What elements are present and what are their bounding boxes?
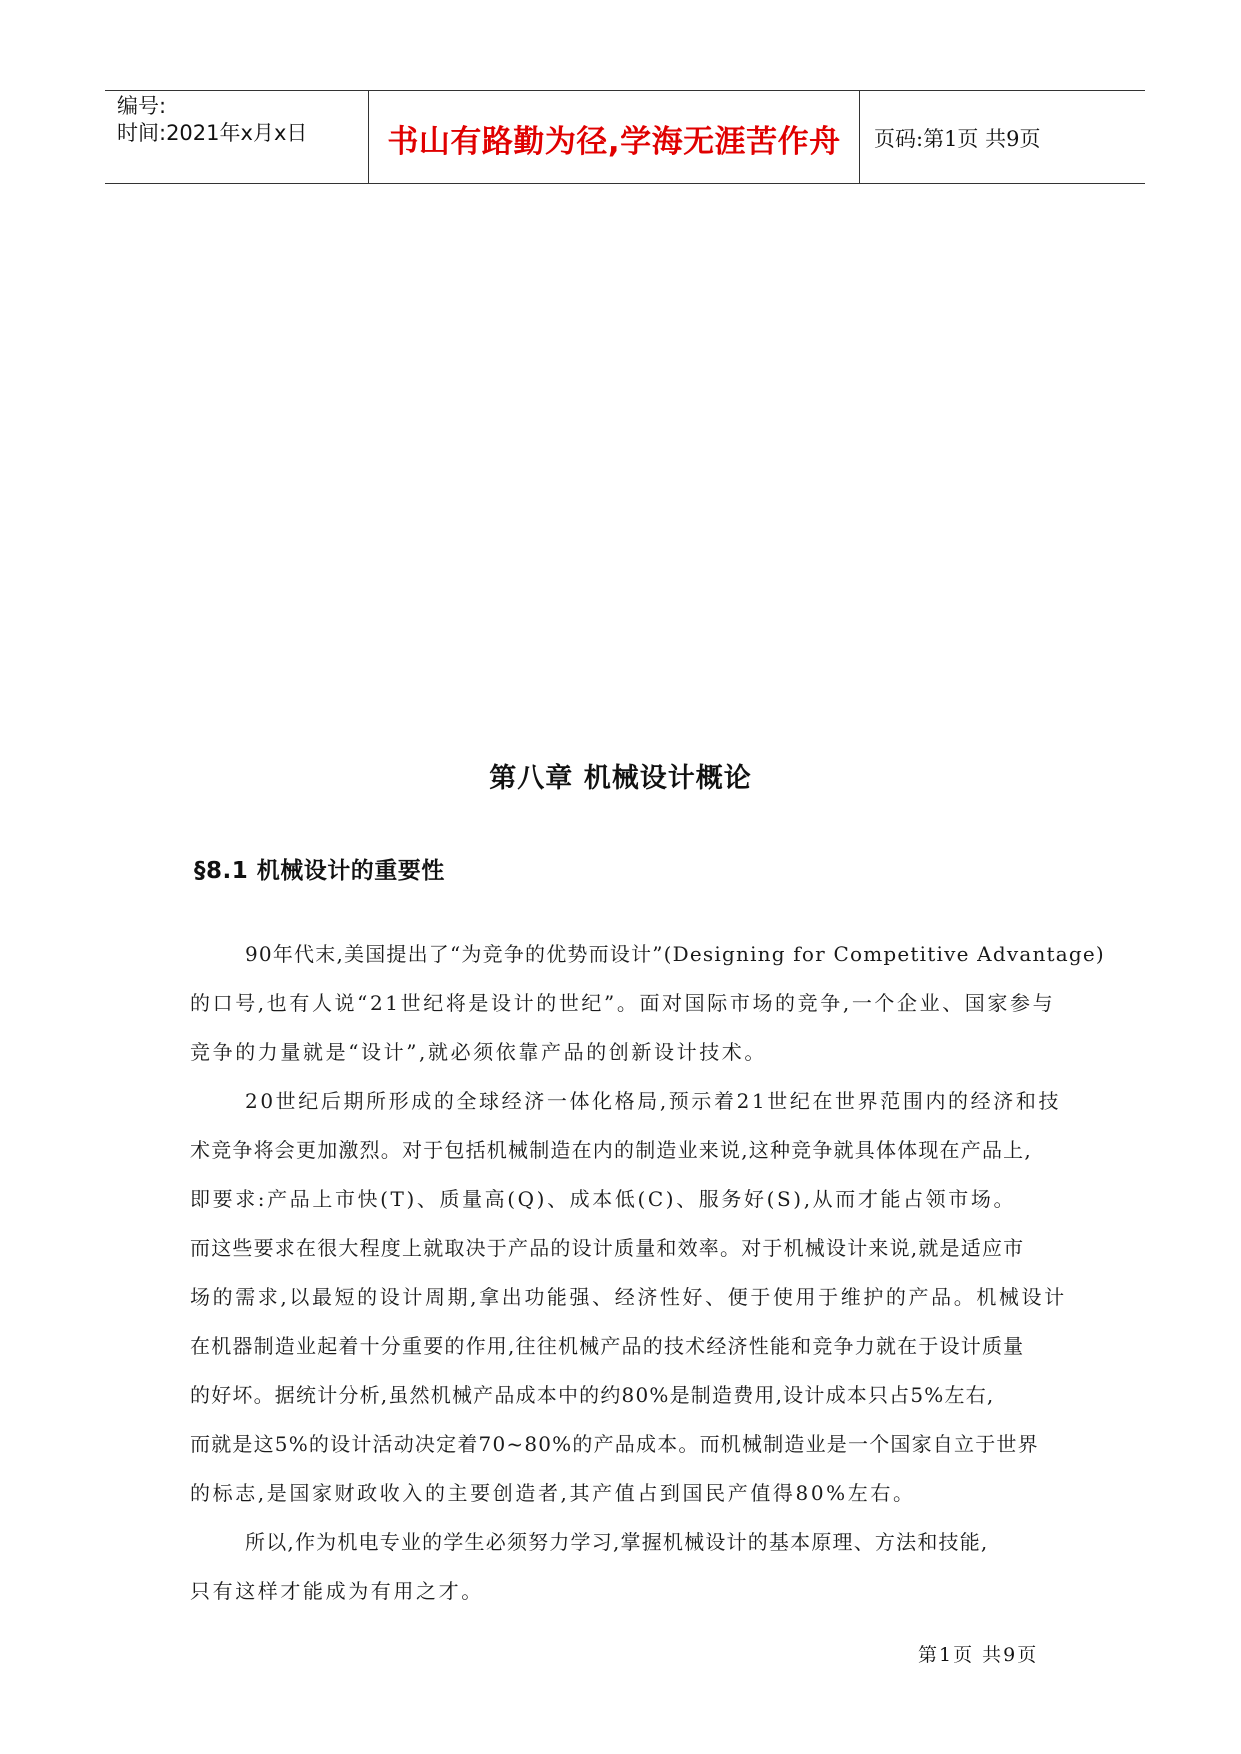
text-line: 在机器制造业起着十分重要的作用,往往机械产品的技术经济性能和竞争力就在于设计质量: [190, 1334, 1025, 1358]
text-line: 场的需求,以最短的设计周期,拿出功能强、经济性好、便于使用于维护的产品。机械设计: [190, 1285, 1067, 1309]
motto: 书山有路勤为径,学海无涯苦作舟: [387, 123, 841, 160]
text-line: 只有这样才能成为有用之才。: [190, 1579, 484, 1603]
text-line: 的标志,是国家财政收入的主要创造者,其产值占到国民产值得80%左右。: [190, 1481, 916, 1505]
header-meta: [105, 91, 369, 183]
text-line: 90年代末,美国提出了“为竞争的优势而设计”(Designing for Competitive Advantage): [245, 942, 1105, 966]
body-text: [190, 930, 1105, 1616]
text-line: 竞争的力量就是“设计”,就必须依靠产品的创新设计技术。: [190, 1040, 768, 1064]
header-motto-cell: [369, 91, 860, 183]
section-title: §8.1 机械设计的重要性: [194, 858, 445, 884]
text-line: 的好坏。据统计分析,虽然机械产品成本中的约80%是制造费用,设计成本只占5%左右,: [190, 1383, 995, 1407]
chapter-title: 第八章 机械设计概论: [489, 763, 752, 794]
page-header: [105, 90, 1145, 184]
text-line: 所以,作为机电专业的学生必须努力学习,掌握机械设计的基本原理、方法和技能,: [245, 1530, 989, 1554]
time-label: 时间:2021年x月x日: [117, 121, 308, 145]
page-footer: 第1页 共9页: [918, 1644, 1039, 1666]
number-label: 编号:: [117, 94, 167, 118]
text-line: 即要求:产品上市快(T)、质量高(Q)、成本低(C)、服务好(S),从而才能占领市场。: [190, 1187, 1017, 1211]
text-line: 20世纪后期所形成的全球经济一体化格局,预示着21世纪在世界范围内的经济和技: [245, 1089, 1062, 1113]
text-line: 而就是这5%的设计活动决定着70~80%的产品成本。而机械制造业是一个国家自立于世界: [190, 1432, 1039, 1456]
text-line: 而这些要求在很大程度上就取决于产品的设计质量和效率。对于机械设计来说,就是适应市: [190, 1236, 1025, 1260]
text-line: 的口号,也有人说“21世纪将是设计的世纪”。面对国际市场的竞争,一个企业、国家参与: [190, 991, 1056, 1015]
header-page-info: 页码:第1页 共9页: [874, 127, 1041, 151]
text-line: 术竞争将会更加激烈。对于包括机械制造在内的制造业来说,这种竞争就具体体现在产品上,: [190, 1138, 1032, 1162]
